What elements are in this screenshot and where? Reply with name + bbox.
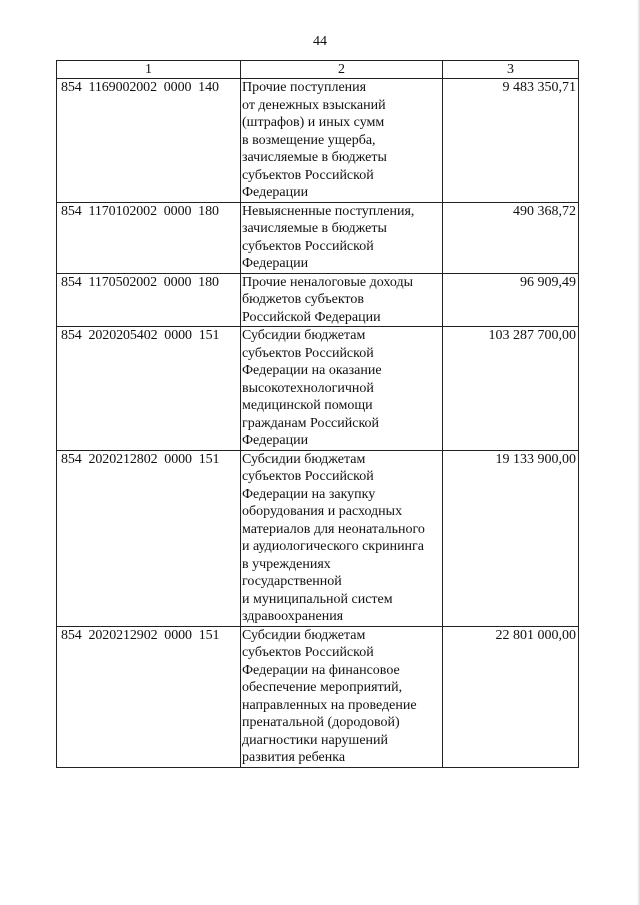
budget-code-cell: 854 2020212802 0000 151 [57, 450, 241, 626]
table-row [57, 327, 579, 451]
revenue-name-line: развития ребенка [242, 750, 346, 765]
revenue-name-cell [241, 450, 443, 626]
revenue-name-line: Федерации на закупку [242, 486, 376, 502]
revenue-name-line: Федерации [242, 185, 309, 200]
revenue-name-line: обеспечение мероприятий, [242, 680, 403, 695]
revenue-name-line: субъектов Российской [242, 469, 374, 484]
revenue-name-line: Прочие поступления [242, 80, 367, 95]
revenue-name-line: государственной [242, 574, 342, 589]
budget-code-cell: 854 2020205402 0000 151 [57, 327, 241, 451]
revenue-name-cell [241, 273, 443, 327]
revenue-name-line: субъектов Российской [242, 238, 374, 254]
column-header-name: 2 [241, 61, 443, 79]
revenue-name-line: Субсидии бюджетам [242, 451, 366, 467]
budget-code-cell: 854 1170102002 0000 180 [57, 202, 241, 273]
revenue-name-cell [241, 626, 443, 767]
revenue-name-line: и аудиологического скрининга [242, 539, 425, 554]
table-row [57, 79, 579, 203]
revenue-name-cell [241, 79, 443, 203]
revenue-name-line: зачисляемые в бюджеты [242, 221, 387, 236]
revenue-name-line: Российской Федерации [242, 309, 381, 325]
revenue-name-line: материалов для неонатального [242, 521, 425, 537]
revenue-name-line: от денежных взысканий [242, 97, 386, 113]
revenue-name-line: диагностики нарушений [242, 732, 389, 748]
revenue-name-line: высокотехнологичной [242, 380, 374, 396]
revenue-name-line: субъектов Российской [242, 645, 374, 660]
table-header-row [57, 61, 579, 79]
revenue-name-line: пренатальной (дородовой) [242, 715, 400, 730]
revenue-name-line: медицинской помощи [242, 398, 373, 413]
revenue-name-line: (штрафов) и иных сумм [242, 115, 385, 130]
revenue-name-line: направленных на проведение [242, 697, 417, 713]
budget-code-cell: 854 1169002002 0000 140 [57, 79, 241, 203]
budget-code-cell: 854 1170502002 0000 180 [57, 273, 241, 327]
page-number: 44 [313, 34, 327, 49]
table-row [57, 202, 579, 273]
revenue-table [56, 60, 579, 768]
column-header-code: 1 [57, 61, 241, 79]
amount-cell: 103 287 700,00 [443, 327, 579, 451]
revenue-name-line: здравоохранения [242, 609, 344, 624]
amount-cell: 19 133 900,00 [443, 450, 579, 626]
revenue-name-line: Прочие неналоговые доходы [242, 274, 414, 290]
column-header-amount: 3 [443, 61, 579, 79]
table-row [57, 273, 579, 327]
revenue-name-line: зачисляемые в бюджеты [242, 150, 387, 165]
budget-code-cell: 854 2020212902 0000 151 [57, 626, 241, 767]
amount-cell: 490 368,72 [443, 202, 579, 273]
amount-cell: 22 801 000,00 [443, 626, 579, 767]
revenue-name-line: в возмещение ущерба, [242, 132, 376, 148]
amount-cell: 96 909,49 [443, 273, 579, 327]
amount-cell: 9 483 350,71 [443, 79, 579, 203]
revenue-name-line: Невыясненные поступления, [242, 203, 415, 219]
revenue-name-line: в учреждениях [242, 556, 331, 572]
revenue-name-line: Федерации на финансовое [242, 662, 400, 678]
table-body [57, 79, 579, 768]
revenue-name-line: оборудования и расходных [242, 504, 403, 519]
revenue-name-line: Субсидии бюджетам [242, 328, 366, 343]
revenue-name-line: Субсидии бюджетам [242, 627, 366, 643]
table-row [57, 450, 579, 626]
revenue-name-line: бюджетов субъектов [242, 292, 364, 307]
revenue-name-cell [241, 327, 443, 451]
revenue-name-cell [241, 202, 443, 273]
revenue-name-line: субъектов Российской [242, 345, 374, 361]
revenue-name-line: и муниципальной систем [242, 591, 393, 607]
revenue-name-line: Федерации [242, 256, 309, 271]
table-row [57, 626, 579, 767]
revenue-name-line: Федерации на оказание [242, 363, 382, 378]
revenue-name-line: гражданам Российской [242, 415, 380, 431]
revenue-name-line: субъектов Российской [242, 167, 374, 183]
revenue-name-line: Федерации [242, 433, 309, 448]
